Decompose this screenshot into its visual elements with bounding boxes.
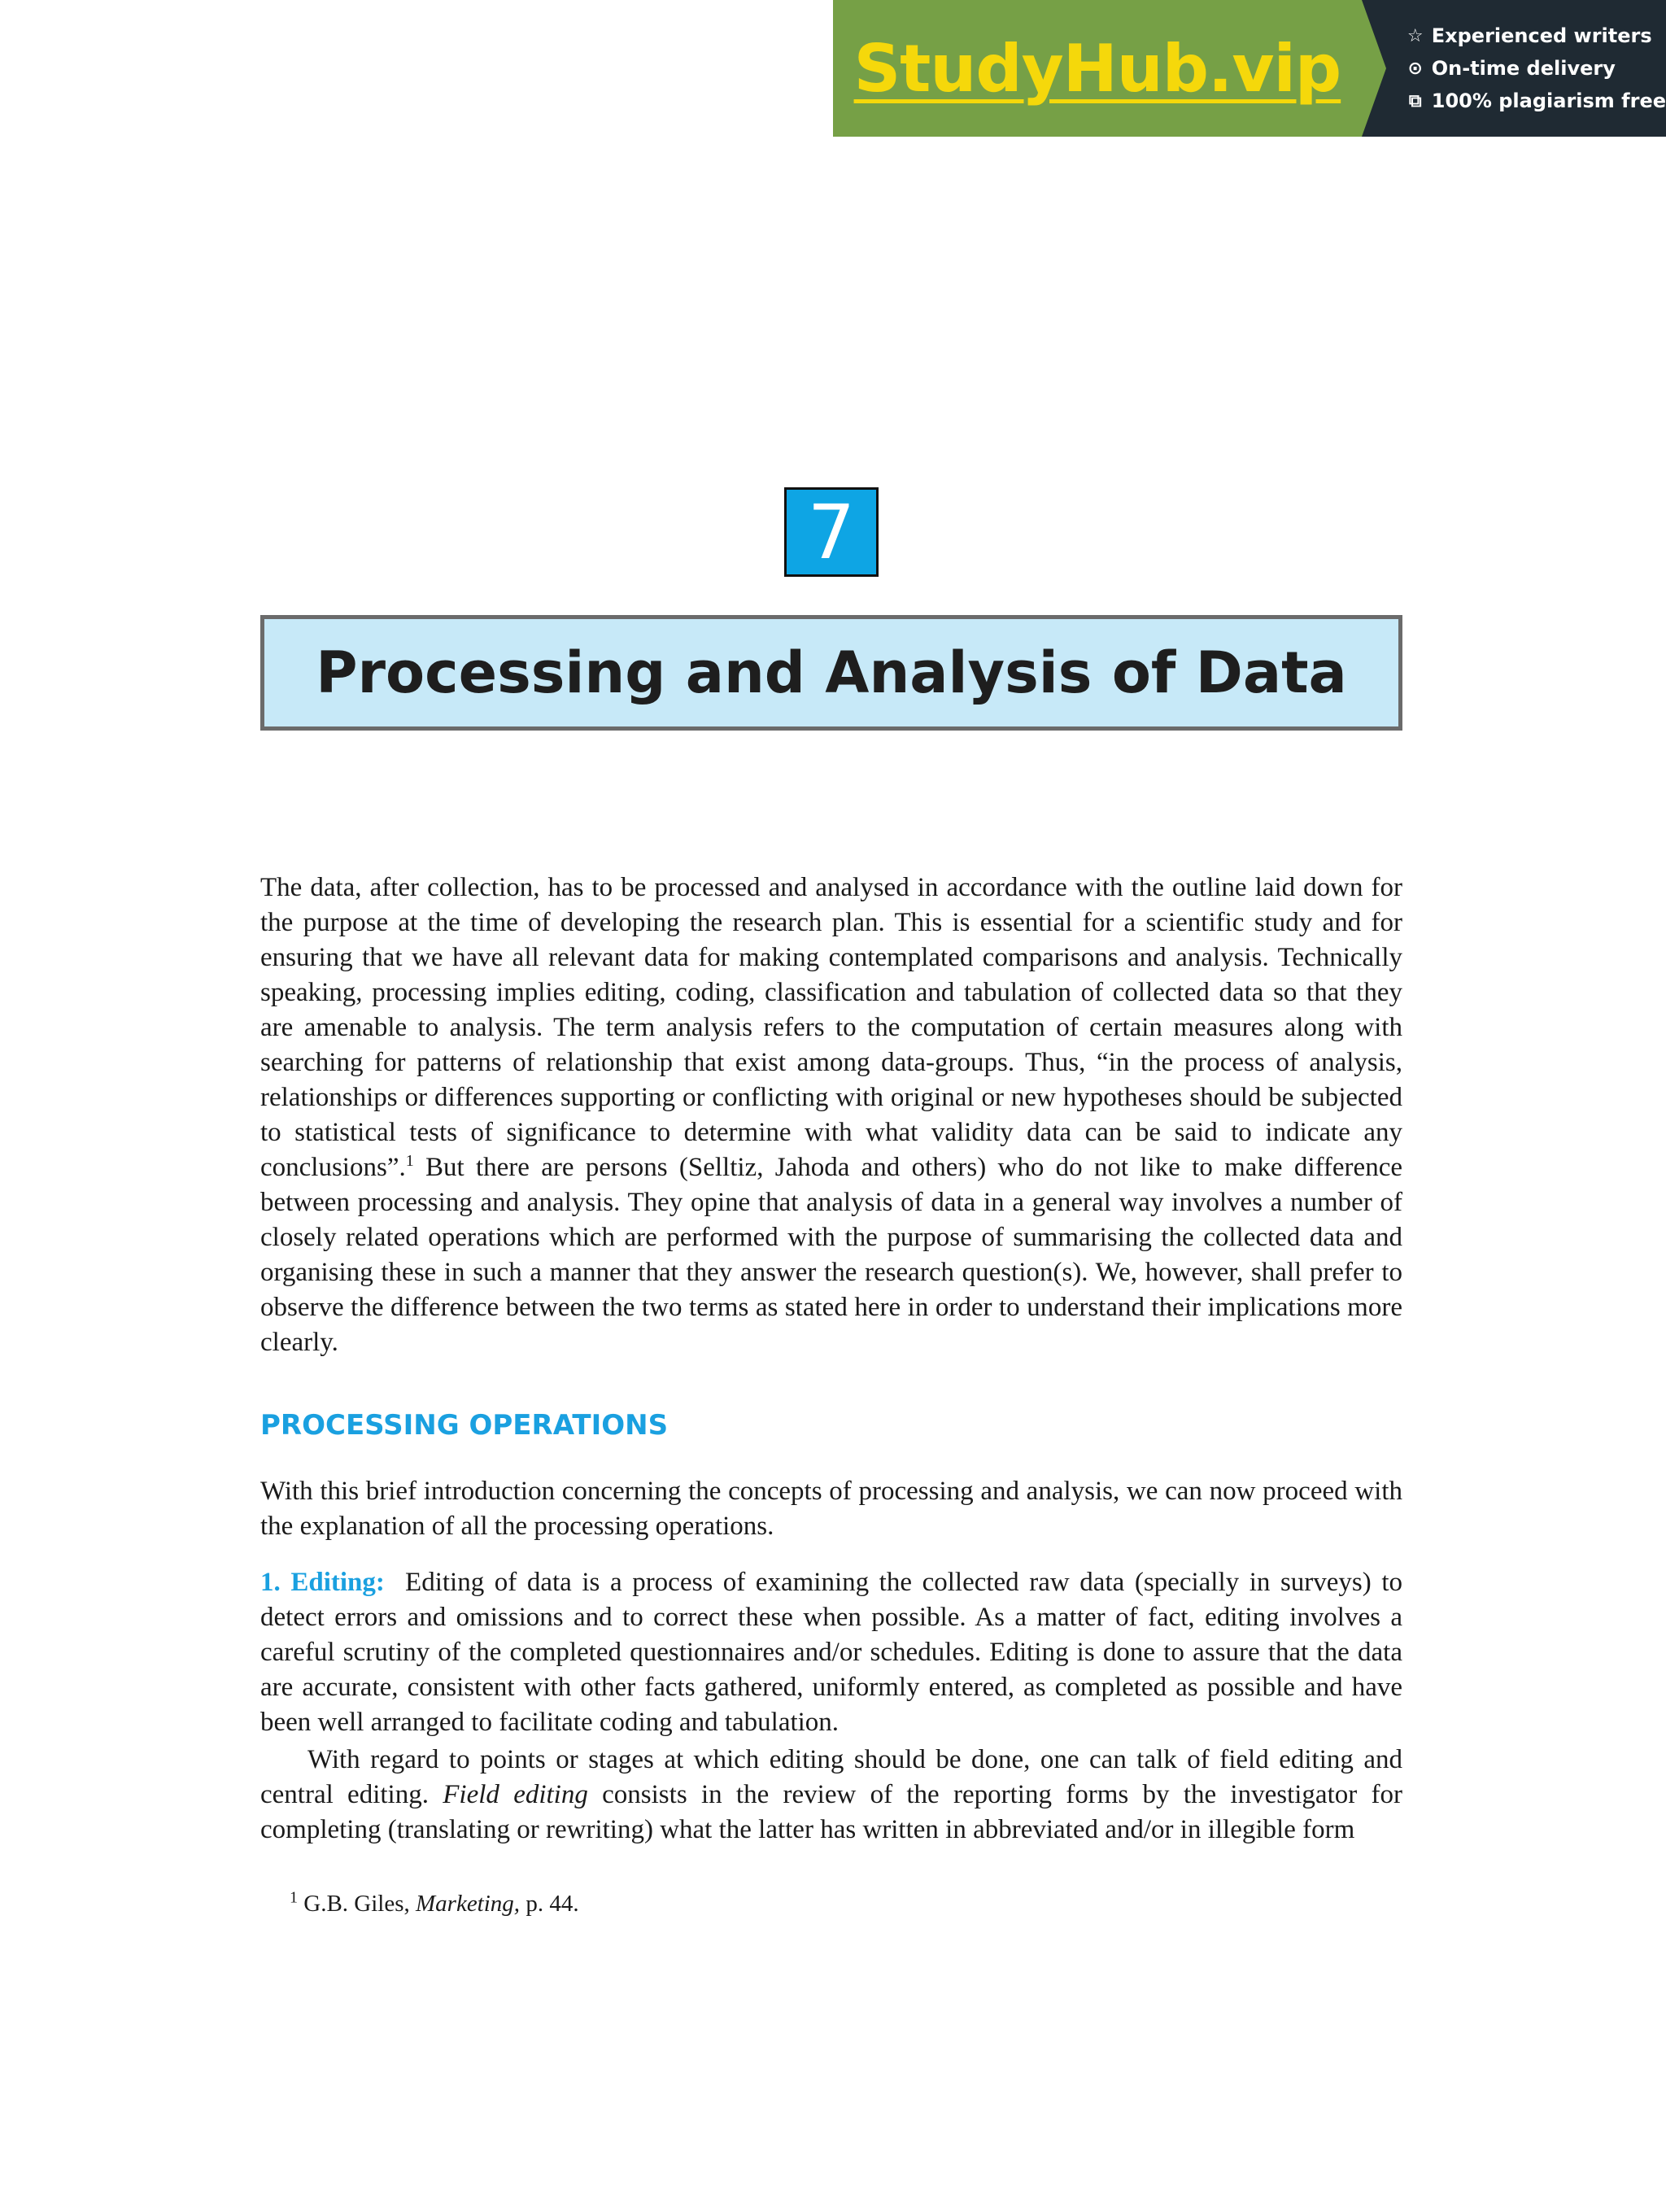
editing-text: Editing of data is a process of examining the collected raw data (specially in surveys) to detect errors and omissions and to correct these when possible. As a matter of fact, editing involves a careful scrutiny of the completed questionnaires and/or schedules. Editing is done to assure that the data are accurate, consistent with other facts gathered, uniformly entered, as completed as possible and have been well arranged to facilitate coding and tabulation. <box>260 1568 1402 1737</box>
star-icon: ☆ <box>1407 25 1424 46</box>
chapter-number: 7 <box>784 487 879 577</box>
editing-run-head: 1. Editing: <box>260 1568 385 1597</box>
editing-paragraph <box>260 1565 1402 1740</box>
intro-paragraph <box>260 870 1402 1360</box>
intro-text-part2: But there are persons (Selltiz, Jahoda and others) who do not like to make difference between processing and analysis. They opine that analysis of data in a general way involves a number of closely related operations which are performed with the purpose of summarising the collected data and organising these in such a manner that they answer the research question(s). We, however, shall prefer to observe the difference between the two terms as stated here in order to understand their implications more clearly. <box>260 1153 1402 1357</box>
section-heading: PROCESSING OPERATIONS <box>260 1409 669 1442</box>
studyhub-logo[interactable]: StudyHub.vip <box>853 30 1341 107</box>
chapter-title: Processing and Analysis of Data <box>316 639 1347 706</box>
footnote-work: Marketing, <box>416 1891 521 1917</box>
banner-feature-delivery <box>1406 57 1666 80</box>
banner-feature-label: Experienced writers <box>1431 24 1652 47</box>
banner-feature-writers <box>1406 24 1666 47</box>
footnote-ref[interactable]: 1 <box>405 1152 414 1170</box>
banner-feature-label: 100% plagiarism free <box>1431 89 1666 112</box>
footnote-author: G.B. Giles, <box>298 1891 416 1917</box>
intro-text-part1: The data, after collection, has to be processed and analysed in accordance with the outline laid down for the purpose at the time of developing the research plan. This is essential for a scientific study and for ensuring that we have all relevant data for making contemplated comparisons and analysis. Technically speaking, processing implies editing, coding, classification and tabulation of collected data so that they are amenable to analysis. The term analysis refers to the computation of certain measures along with searching for patterns of relationship that exist among data-groups. Thus, “in the process of analysis, relationships or differences supporting or conflicting with original or new hypotheses should be subjected to statistical tests of significance to determine with what validity data can be said to indicate any conclusions”. <box>260 873 1402 1182</box>
field-editing-term: Field editing <box>443 1780 588 1809</box>
field-editing-text-part1: With regard to points or stages at which editing should be done, one can talk of field editing and central editing. <box>260 1745 1402 1809</box>
field-editing-text-part2: consists in the review of the reporting forms by the investigator for completing (translating or rewriting) what the latter has written in abbreviated and/or in illegible form <box>260 1780 1402 1844</box>
clock-icon: ⊙ <box>1407 58 1423 79</box>
footnote-page: p. 44. <box>520 1891 579 1917</box>
banner-feature-label: On-time delivery <box>1431 57 1616 80</box>
footnote <box>290 1889 579 1918</box>
banner-logo-panel[interactable] <box>833 0 1362 137</box>
banner-feature-plagiarism <box>1406 89 1666 112</box>
footnote-marker: 1 <box>290 1888 298 1907</box>
chapter-title-box <box>260 615 1402 731</box>
copy-icon: ⧉ <box>1408 90 1422 111</box>
section-intro-paragraph: With this brief introduction concerning the concepts of processing and analysis, we can now proceed with the explanation of all the processing operations. <box>260 1477 1402 1541</box>
ad-banner[interactable] <box>833 0 1666 137</box>
banner-arrow-shape <box>1362 0 1386 137</box>
field-editing-paragraph <box>260 1743 1402 1848</box>
banner-features <box>1362 0 1666 137</box>
